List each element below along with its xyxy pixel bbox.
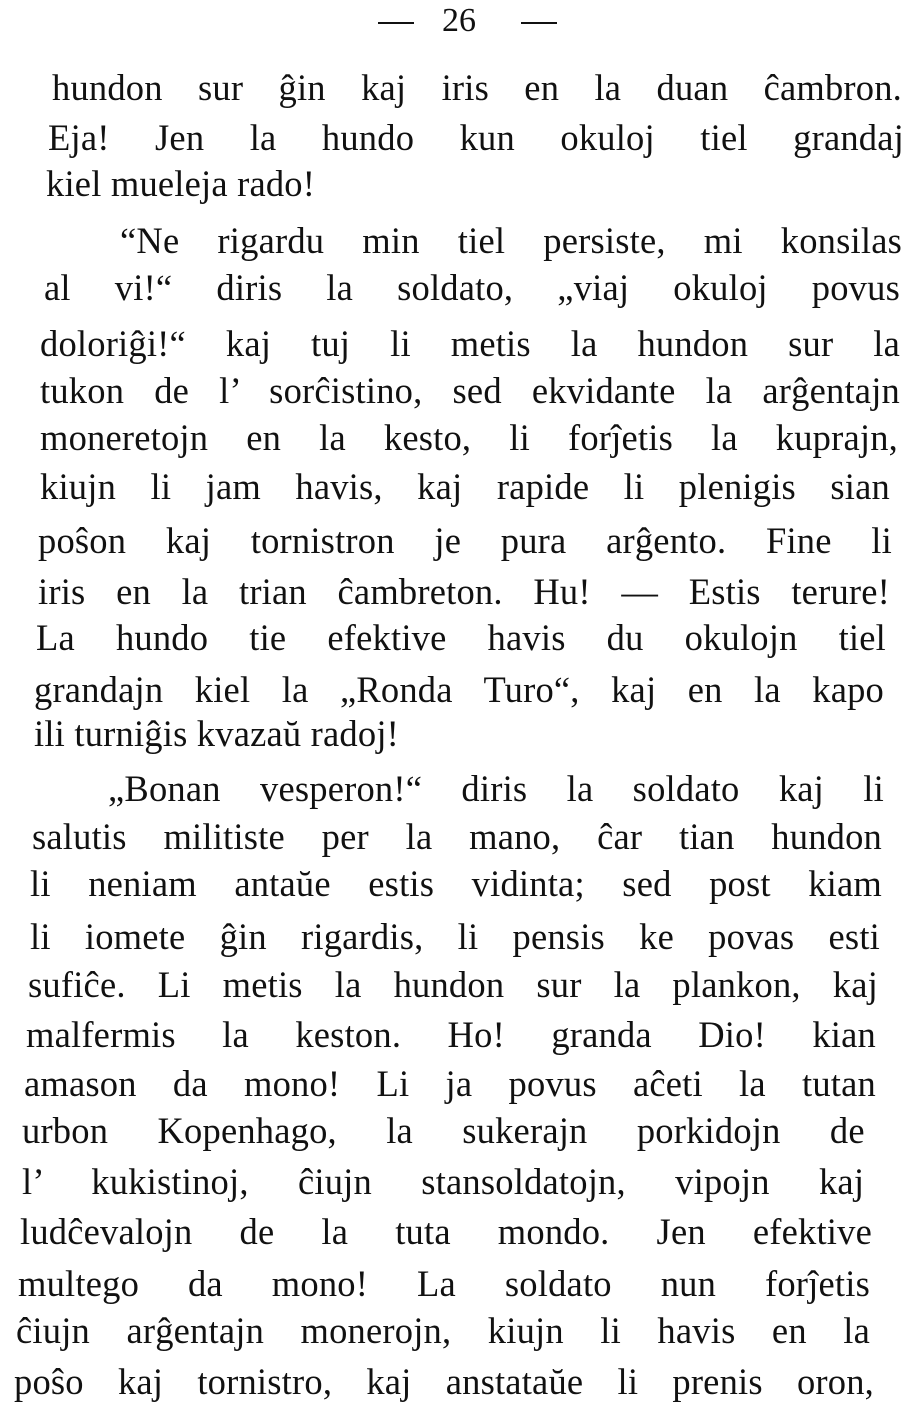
text-line: iris en la trian ĉambreton. Hu! — Estis terure! xyxy=(38,571,890,612)
text-line: La hundo tie efektive havis du okulojn tiel xyxy=(36,617,886,658)
header-dash-right xyxy=(521,22,557,24)
text-line: grandajn kiel la „Ronda Turo“, kaj en la kapo xyxy=(34,669,884,710)
text-line: „Bonan vesperon!“ diris la soldato kaj li xyxy=(108,768,884,809)
text-line: tukon de l’ sorĉistino, sed ekvidante la arĝentajn xyxy=(40,370,900,411)
text-line: li iomete ĝin rigardis, li pensis ke povas esti xyxy=(30,916,880,957)
text-line: amason da mono! Li ja povus aĉeti la tutan xyxy=(24,1063,876,1104)
text-line: l’ kukistinoj, ĉiujn stansoldatojn, vipojn kaj xyxy=(22,1161,865,1202)
text-line: moneretojn en la kesto, li forĵetis la kuprajn, xyxy=(40,417,898,458)
text-line: ludĉevalojn de la tuta mondo. Jen efektive xyxy=(20,1211,872,1252)
text-line: al vi!“ diris la soldato, „viaj okuloj povus xyxy=(44,267,900,308)
page-header xyxy=(0,0,915,44)
text-line: li neniam antaŭe estis vidinta; sed post kiam xyxy=(30,863,882,904)
text-line: poŝo kaj tornistro, kaj anstataŭe li prenis oron, xyxy=(14,1361,874,1402)
text-line: hundon sur ĝin kaj iris en la duan ĉambron. xyxy=(52,67,902,108)
text-line: poŝon kaj tornistron je pura arĝento. Fine li xyxy=(38,520,892,561)
text-line: ĉiujn arĝentajn monerojn, kiujn li havis en la xyxy=(16,1310,870,1351)
text-line: salutis militiste per la mano, ĉar tian hundon xyxy=(32,816,882,857)
text-line: Eja! Jen la hundo kun okuloj tiel grandaj xyxy=(48,117,904,158)
text-line: ili turniĝis kvazaŭ radoj! xyxy=(34,713,400,754)
text-line: multego da mono! La soldato nun forĵetis xyxy=(18,1263,870,1304)
text-line: sufiĉe. Li metis la hundon sur la plankon, kaj xyxy=(28,964,878,1005)
text-line: kiel mueleja rado! xyxy=(46,163,316,204)
text-line: kiujn li jam havis, kaj rapide li plenigis sian xyxy=(40,466,890,507)
text-line: malfermis la keston. Ho! granda Dio! kian xyxy=(26,1014,876,1055)
header-dash-left xyxy=(378,22,414,24)
text-line: “Ne rigardu min tiel persiste, mi konsilas xyxy=(120,220,902,261)
page-number: 26 xyxy=(442,2,476,39)
text-line: doloriĝi!“ kaj tuj li metis la hundon sur la xyxy=(40,323,900,364)
text-line: urbon Kopenhago, la sukerajn porkidojn de xyxy=(22,1110,865,1151)
